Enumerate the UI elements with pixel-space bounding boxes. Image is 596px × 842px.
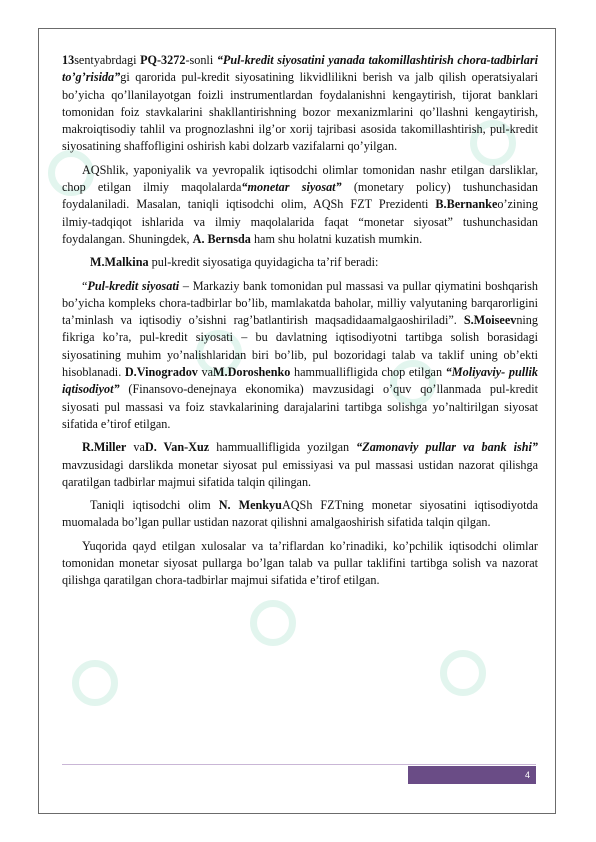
text-run: o’zining ilmiy-tadqiqot ishlarida va ilmiy maqolalarida faqat “monetar siyosat” tushunchasidan foydalangan. Shuningdek,: [62, 197, 538, 246]
watermark-logo-icon: [440, 650, 486, 696]
text-run: M.Doroshenko: [213, 365, 291, 380]
text-run: Pul-kredit siyosati: [87, 278, 180, 293]
text-run: – Markaziy bank tomonidan pul massasi va pullar qiymatini boshqarish bo’yicha kompleks chora-tadbirlar bo’lib, mamlakatda baholar, milliy valyutaning barqarorligini ta’minlash va iqtisodiy o’sishni rag’batlantirish maqsadidaamalgaoshiriladi”.: [62, 278, 538, 328]
page-number: 4: [408, 766, 536, 784]
text-run: ham shu holatni kuzatish mumkin.: [250, 231, 423, 246]
text-run: ning fikriga ko’ra, pul-kredit siyosati – bu davlatning iqtisodiyotni tartibga solish borasidagi siyosatining muhim yo’nalishlaridan biri bo’lib, pul bozoridagi talab va taklif uning ob’ekti hisoblanadi.: [62, 313, 538, 380]
paragraph-7: [62, 538, 538, 590]
text-run: hammualliflig​ida chop etilgan: [290, 365, 446, 380]
text-run: gi qarorida pul-kredit siyosatining likvidlilikni berish va jalb qilish operatsiyalari bo’yicha qo’llanilayotgan foizli instrumentlardan foydalanishni kengaytirish, tijorat banklari tomonidan foiz stavkalarini shakllantirishning bozor mexanizmlarini qo’llashni kengaytirish, makroiqtisodiy tahlil va prognozlashni ilg’or xorij tajribasi asosida takomillashtirish, pul-kredit siyosatining shaffofligini oshirish kabi dolzarb vazifalarni qo’yilgan.: [62, 70, 538, 154]
text-run: Taniqli iqtisodchi olim: [90, 498, 219, 513]
text-run: “: [82, 278, 88, 293]
paragraph-1: [62, 52, 538, 156]
text-run: mavzusidagi darslikda monetar siyosat pul emissiyasi va pul massasi ustidan nazorat qilishga qaratilgan tadbirlar majmui sifatida talqin qilingan.: [62, 457, 538, 489]
watermark-logo-icon: [250, 600, 296, 646]
text-run: 13: [62, 53, 75, 67]
text-run: M.Malkina: [90, 255, 149, 270]
text-run: (Finansovo-denejnaya ekonomika) mavzusidagi o’quv qo’llanmada pul-kredit siyosati pul massasi va foiz stavkalarining darajalarini tartibga solishga yo’naltirilgan siyosat sifatida e’tirof etilgan.: [62, 382, 538, 431]
text-run: PQ-3272: [140, 53, 186, 67]
paragraph-3: [62, 254, 538, 271]
document-body: [62, 52, 538, 596]
text-run: (monetary policy) tushunchasidan foydalaniladi. Masalan, taniqli iqtisodchi olim, AQSh FZT Prezidenti: [62, 180, 538, 212]
text-run: -sonli: [185, 53, 217, 67]
text-run: B.Bernanke: [435, 197, 498, 212]
text-run: N. Menkyu: [218, 498, 282, 513]
paragraph-2: [62, 162, 538, 248]
text-run: “Pul-kredit siyosatini yanada takomillashtirish chora-tadbirlari to’g’risida”: [62, 53, 539, 85]
text-run: D. Van-Xuz: [144, 440, 210, 455]
paragraph-6: [62, 497, 538, 532]
text-run: AQShlik, yaponiyalik va yevropalik iqtisodchi olimlar tomonidan nashr etilgan darsliklar, chop etilgan ilmiy maqolalarda: [62, 162, 538, 195]
text-run: sentyabrdagi: [74, 53, 141, 67]
text-run: “Zamonaviy pullar va bank ishi”: [356, 440, 538, 455]
text-run: D.Vinogradov: [124, 365, 198, 380]
text-run: “monetar siyosat”: [241, 180, 342, 195]
text-run: va: [126, 440, 145, 455]
text-run: “Moliyaviy- pullik iqtisodiyot”: [62, 365, 538, 397]
text-run: pul-kredit siyosatiga quyidagicha ta’rif beradi:: [148, 255, 379, 270]
footer-rule: [62, 764, 536, 765]
watermark-logo-icon: [72, 660, 118, 706]
text-run: S.Moiseev: [463, 313, 517, 328]
text-run: R.Miller: [82, 440, 127, 455]
text-run: A. Bernsda: [192, 231, 251, 246]
text-run: va: [197, 365, 214, 380]
paragraph-4: [62, 278, 538, 434]
text-run: AQSh FZTning monetar siyosatini iqtisodiyotda muomalada bo’lgan pullar ustidan nazorat qilishni amalgaoshirish sifatida talqin qilgan.: [62, 498, 539, 530]
text-run: hammualliflig​ida yozilgan: [209, 440, 357, 455]
paragraph-5: [62, 439, 538, 491]
text-run: Yuqorida qayd etilgan xulosalar va ta’riflardan ko’rinadiki, ko’pchilik iqtisodchi olimlar tomonidan monetar siyosat pullarga bo’lgan talab va pullar taklifini tartibga solish va nazorat qilishga qaratilgan chora-tadbirlar majmui sifatida e’tirof etilgan.: [62, 538, 538, 588]
